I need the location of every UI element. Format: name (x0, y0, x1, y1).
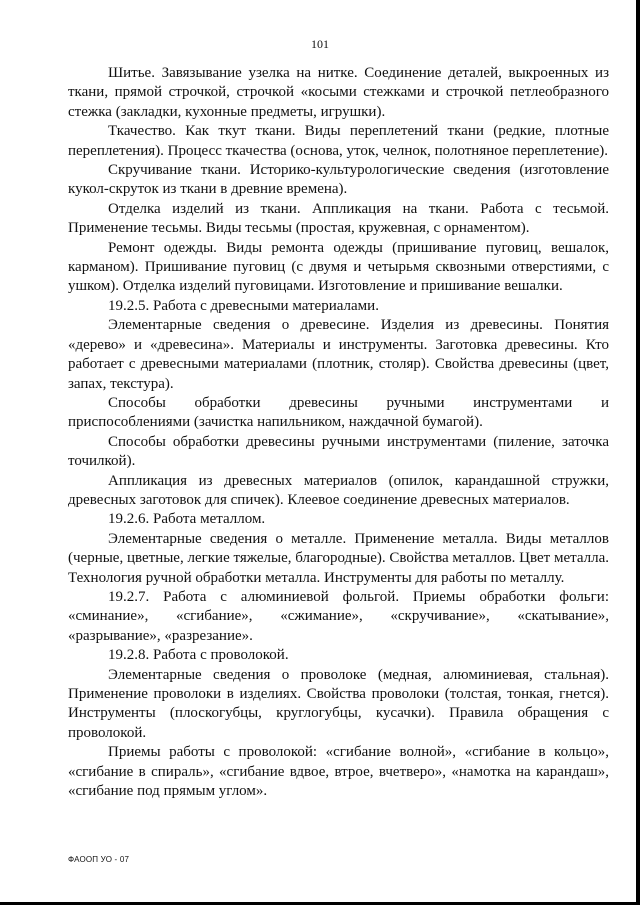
paragraph-clothing-repair: Ремонт одежды. Виды ремонта одежды (пришивание пуговиц, вешалок, карманом). Пришивание пуговиц (с двумя и четырьмя сквозными отверстиями, с ушком). Отделка изделий пуговицами. Изготовление и пришивание вешалки. (68, 239, 609, 295)
document-body (68, 64, 609, 801)
section-heading-wire: 19.2.8. Работа с проволокой. (108, 647, 289, 664)
paragraph-wire-techniques: Приемы работы с проволокой: «сгибание волной», «сгибание в кольцо», «сгибание в спираль», «сгибание вдвое, втрое, вчетверо», «намотка на карандаш», «сгибание под прямым углом». (68, 744, 609, 800)
scan-edge-right (636, 0, 640, 905)
paragraph-sewing: Шитье. Завязывание узелка на нитке. Соединение деталей, выкроенных из ткани, прямой строчкой, строчкой «косыми стежками и строчкой петлеобразного стежка (закладки, кухонные предметы, игрушки). (68, 65, 609, 120)
section-heading-wood: 19.2.5. Работа с древесными материалами. (108, 297, 379, 314)
paragraph-wood-hand-tools-2: Способы обработки древесины ручными инструментами (пиление, заточка точилкой). (68, 433, 609, 470)
paragraph-wire-basics: Элементарные сведения о проволоке (медная, алюминиевая, стальная). Применение проволоки в изделиях. Свойства проволоки (толстая, тонкая, гнется). Инструменты (плоскогубцы, круглогубцы, кусачки). Правила обращения с проволокой. (68, 666, 609, 741)
page-number: 101 (311, 37, 329, 51)
paragraph-wood-hand-tools-1: Способы обработки древесины ручными инструментами и приспособлениями (зачистка напильником, наждачной бумагой). (68, 394, 609, 431)
paragraph-fabric-finishing: Отделка изделий из ткани. Аппликация на ткани. Работа с тесьмой. Применение тесьмы. Виды тесьмы (простая, кружевная, с орнаментом). (68, 200, 609, 237)
paragraph-fabric-twisting: Скручивание ткани. Историко-культурологические сведения (изготовление кукол-скруток из ткани в древние времена). (68, 162, 609, 198)
section-heading-foil: 19.2.7. Работа с алюминиевой фольгой. Приемы обработки фольги: «сминание», «сгибание», «сжимание», «скручивание», «скатывание», «разрывание», «разрезание». (68, 588, 609, 644)
footer-code: ФАООП УО - 07 (68, 855, 130, 864)
section-heading-metal: 19.2.6. Работа металлом. (108, 511, 266, 528)
paragraph-wood-applique: Аппликация из древесных материалов (опилок, карандашной стружки, древесных заготовок для спичек). Клеевое соединение древесных материалов. (68, 472, 609, 508)
paragraph-weaving: Ткачество. Как ткут ткани. Виды переплетений ткани (редкие, плотные переплетения). Процесс ткачества (основа, уток, челнок, полотняное переплетение). (68, 123, 609, 159)
paragraph-metal-basics: Элементарные сведения о металле. Применение металла. Виды металлов (черные, цветные, легкие тяжелые, благородные). Свойства металлов. Цвет металла. Технология ручной обработки металла. Инструменты для работы по металлу. (68, 530, 610, 586)
paragraph-wood-basics: Элементарные сведения о древесине. Изделия из древесины. Понятия «дерево» и «древесина». Материалы и инструменты. Заготовка древесины. Кто работает с древесными материалами (плотник, столяр). Свойства древесины (цвет, запах, текстура). (68, 317, 609, 392)
